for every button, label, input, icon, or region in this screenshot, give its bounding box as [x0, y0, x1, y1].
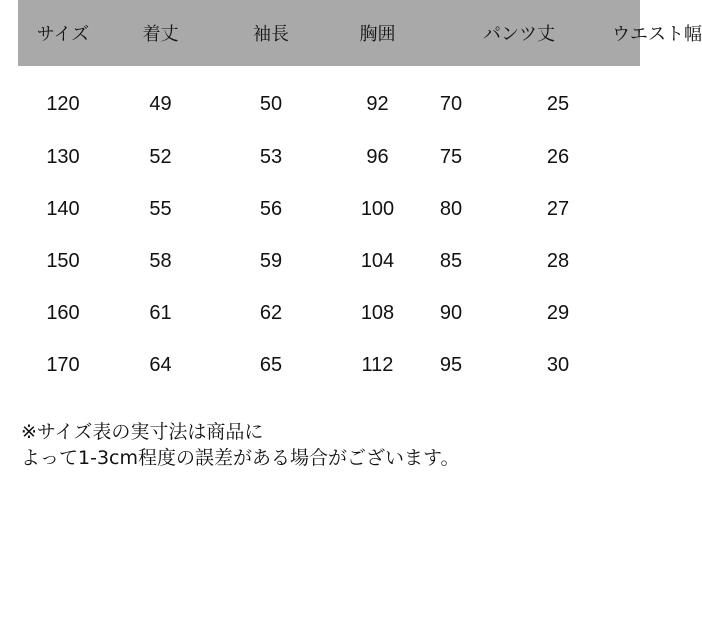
cell-pants-length: 85 [439, 249, 463, 272]
cell-size: 160 [46, 301, 80, 324]
table-row [0, 131, 640, 183]
note-line-1: ※サイズ表の実寸法は商品に [21, 421, 264, 443]
row-edge-spacer [0, 183, 18, 235]
cell-sleeve: 59 [259, 249, 283, 272]
row-edge-spacer [0, 235, 18, 287]
cell-waist: 27 [546, 197, 570, 220]
cell-sleeve: 53 [259, 145, 283, 168]
cell-size: 150 [46, 249, 80, 272]
cell-pants-length: 95 [439, 353, 463, 376]
cell-chest: 104 [360, 249, 395, 272]
table-row [0, 235, 640, 287]
cell-size: 130 [46, 145, 80, 168]
header-size: サイズ [18, 0, 108, 66]
cell-sleeve: 65 [259, 353, 283, 376]
cell-length: 52 [149, 145, 172, 168]
header-pants-length: パンツ丈 [426, 0, 612, 66]
measurement-note [21, 419, 621, 471]
row-edge-spacer [0, 339, 18, 391]
header-sleeve: 袖長 [213, 0, 329, 66]
table-row [0, 66, 640, 131]
table-row [0, 339, 640, 391]
row-edge-spacer [0, 287, 18, 339]
cell-waist: 29 [546, 301, 570, 324]
cell-size: 170 [46, 353, 80, 376]
cell-length: 55 [149, 197, 172, 220]
table-header-row [0, 0, 640, 66]
cell-chest: 92 [366, 93, 389, 115]
cell-chest: 112 [361, 353, 394, 376]
header-length: 着丈 [108, 0, 213, 66]
cell-length: 61 [149, 301, 172, 324]
cell-waist: 26 [546, 145, 570, 168]
cell-chest: 96 [366, 145, 389, 168]
cell-waist: 28 [546, 249, 570, 272]
cell-sleeve: 56 [259, 197, 283, 220]
note-line-2: よって1-3cm程度の誤差がある場合がございます。 [21, 447, 460, 469]
table-row [0, 287, 640, 339]
cell-length: 64 [149, 353, 172, 376]
table-row [0, 183, 640, 235]
cell-waist: 30 [546, 353, 570, 376]
cell-pants-length: 80 [439, 197, 463, 220]
row-edge-spacer [0, 66, 18, 131]
header-edge-spacer [0, 0, 18, 66]
cell-sleeve: 62 [259, 301, 283, 324]
cell-pants-length: 90 [439, 301, 463, 324]
row-edge-spacer [0, 131, 18, 183]
header-chest: 胸囲 [329, 0, 426, 66]
cell-pants-length: 75 [439, 145, 463, 168]
header-waist: ウエスト幅 [612, 0, 640, 66]
cell-length: 49 [149, 93, 172, 115]
cell-pants-length: 70 [439, 93, 463, 115]
cell-chest: 108 [360, 301, 395, 324]
cell-chest: 100 [360, 197, 395, 220]
cell-waist: 25 [546, 93, 570, 115]
cell-sleeve: 50 [259, 93, 283, 115]
cell-size: 140 [46, 197, 80, 220]
cell-length: 58 [149, 249, 172, 272]
cell-size: 120 [46, 93, 80, 115]
